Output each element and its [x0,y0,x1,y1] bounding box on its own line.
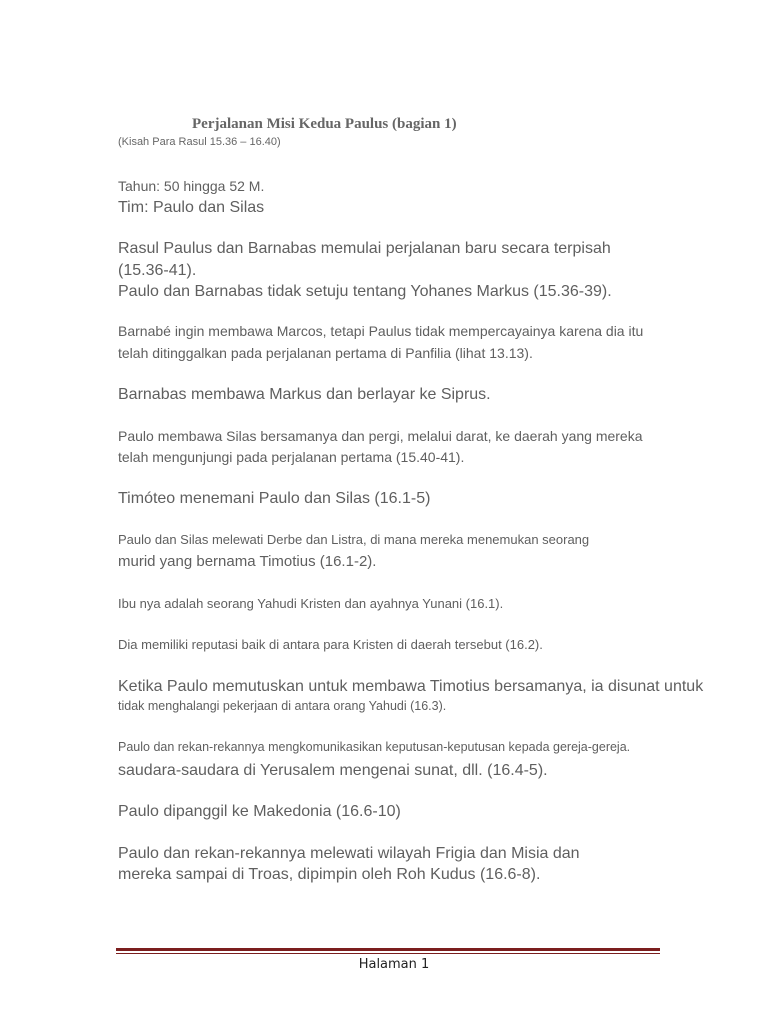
paragraph-line: Barnabé ingin membawa Marcos, tetapi Paulus tidak mempercayainya karena dia itu [118,323,644,339]
paragraph-line: Barnabas membawa Markus dan berlayar ke Siprus. [118,386,491,403]
paragraph-line: Paulo membawa Silas bersamanya dan pergi, melalui darat, ke daerah yang mereka [118,428,643,444]
footer-divider [116,948,660,951]
paragraph-line: Paulo dan rekan-rekannya mengkomunikasikan keputusan-keputusan kepada gereja-gereja. [118,740,631,754]
paragraph-line: Paulo dan Silas melewati Derbe dan Listra, di mana mereka menemukan seorang [118,532,590,547]
section-heading: Paulo dipanggil ke Makedonia (16.6-10) [118,803,401,820]
paragraph-line: telah ditinggalkan pada perjalanan pertama di Panfilia (lihat 13.13). [118,345,533,361]
footer-divider-thin [116,953,660,954]
paragraph-line: Dia memiliki reputasi baik di antara para Kristen di daerah tersebut (16.2). [118,637,543,652]
paragraph-line: saudara-saudara di Yerusalem mengenai sunat, dll. (16.4-5). [118,762,548,779]
paragraph-line: murid yang bernama Timotius (16.1-2). [118,553,377,570]
paragraph-line: Ibu nya adalah seorang Yahudi Kristen dan ayahnya Yunani (16.1). [118,596,504,611]
paragraph-line: tidak menghalangi pekerjaan di antara orang Yahudi (16.3). [118,699,447,713]
team-line: Tim: Paulo dan Silas [118,199,265,216]
page-number: Halaman 1 [358,957,430,972]
page-title: Perjalanan Misi Kedua Paulus (bagian 1) [192,116,457,132]
year-line: Tahun: 50 hingga 52 M. [118,178,265,194]
paragraph-line: (15.36-41). [118,262,197,279]
paragraph-line: Paulo dan Barnabas tidak setuju tentang Yohanes Markus (15.36-39). [118,283,612,300]
paragraph-line: Rasul Paulus dan Barnabas memulai perjalanan baru secara terpisah [118,240,611,257]
scripture-reference: (Kisah Para Rasul 15.36 – 16.40) [118,136,281,148]
section-heading: Timóteo menemani Paulo dan Silas (16.1-5) [118,490,431,507]
paragraph-line: telah mengunjungi pada perjalanan pertama (15.40-41). [118,449,465,465]
paragraph-line: Ketika Paulo memutuskan untuk membawa Timotius bersamanya, ia disunat untuk [118,678,704,695]
paragraph-line: mereka sampai di Troas, dipimpin oleh Roh Kudus (16.6-8). [118,866,541,883]
paragraph-line: Paulo dan rekan-rekannya melewati wilayah Frigia dan Misia dan [118,845,580,862]
